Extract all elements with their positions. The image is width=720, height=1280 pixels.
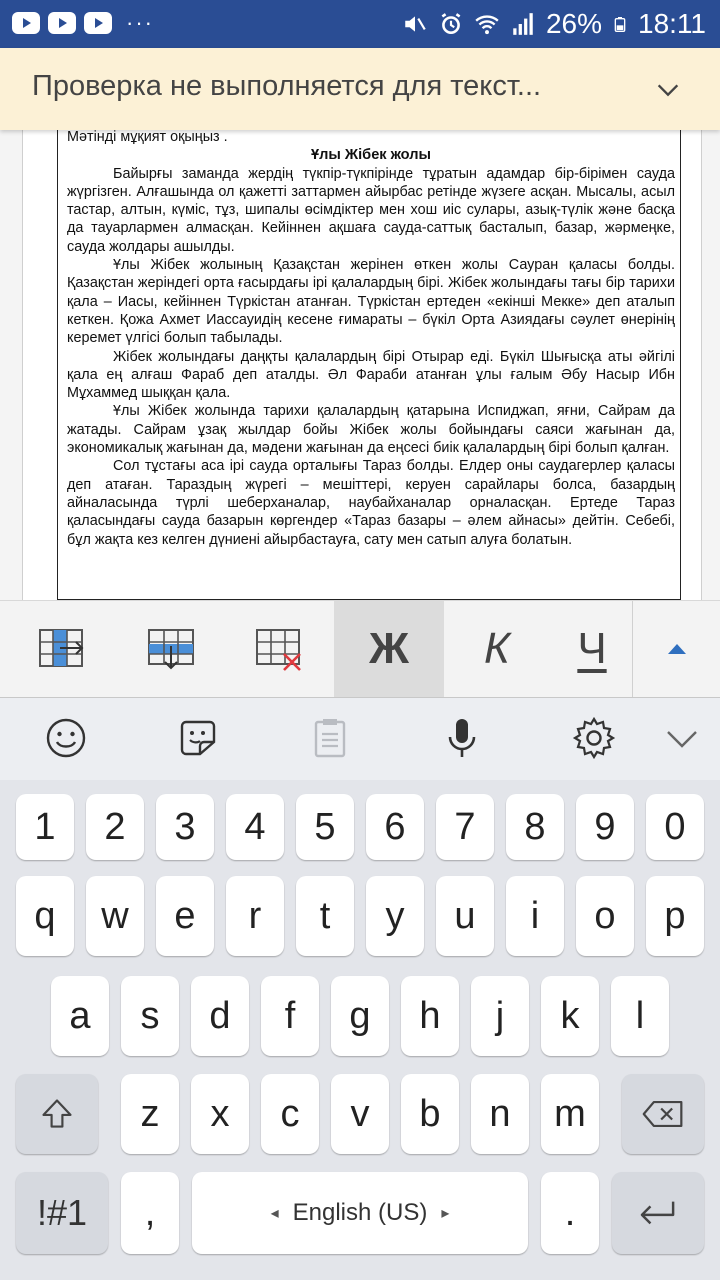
key-g[interactable]: g [331, 976, 389, 1056]
key-x[interactable]: x [191, 1074, 249, 1154]
period-key[interactable]: . [541, 1172, 599, 1254]
key-e[interactable]: e [156, 876, 214, 956]
chevron-down-icon[interactable] [660, 716, 704, 760]
key-m[interactable]: m [541, 1074, 599, 1154]
key-d[interactable]: d [191, 976, 249, 1056]
enter-icon [635, 1196, 681, 1230]
keyboard-toolbar [0, 698, 720, 780]
key-z[interactable]: z [121, 1074, 179, 1154]
mute-icon [402, 11, 428, 37]
comma-key[interactable]: , [121, 1172, 179, 1254]
triangle-up-icon [665, 637, 689, 661]
language-right-icon: ▸ [441, 1205, 450, 1222]
paragraph: Жібек жолындағы даңқты қалалардың бірі Отырар еді. Бүкіл Шығысқа аты әйгілі қала ең алғаш Фараб деп аталды. Әл Фараби атанған ұлы ғалым Әбу Насыр Ибн Мұхаммед шыққан қала. [67, 348, 675, 402]
key-f[interactable]: f [261, 976, 319, 1056]
italic-label: К [484, 624, 510, 673]
proofing-banner[interactable] [0, 48, 720, 130]
insert-row-icon [146, 626, 196, 672]
emoji-icon[interactable] [44, 716, 88, 760]
chevron-down-icon[interactable] [654, 76, 682, 104]
key-4[interactable]: 4 [226, 794, 284, 860]
key-b[interactable]: b [401, 1074, 459, 1154]
document-view[interactable] [0, 130, 720, 600]
document-body[interactable] [67, 130, 675, 549]
language-left-icon: ◂ [270, 1205, 279, 1222]
insert-row-below-button[interactable] [116, 601, 226, 697]
key-i[interactable]: i [506, 876, 564, 956]
expand-toolbar-button[interactable] [632, 601, 720, 697]
key-j[interactable]: j [471, 976, 529, 1056]
microphone-icon[interactable] [440, 716, 484, 760]
key-t[interactable]: t [296, 876, 354, 956]
backspace-key[interactable] [622, 1074, 704, 1154]
keyboard [0, 780, 720, 1280]
key-n[interactable]: n [471, 1074, 529, 1154]
key-9[interactable]: 9 [576, 794, 634, 860]
spacebar-language-label: English (US) [292, 1199, 428, 1226]
key-5[interactable]: 5 [296, 794, 354, 860]
bold-button[interactable] [334, 601, 444, 697]
key-s[interactable]: s [121, 976, 179, 1056]
document-title: Ұлы Жібек жолы [311, 147, 431, 164]
key-o[interactable]: o [576, 876, 634, 956]
sticker-icon[interactable] [176, 716, 220, 760]
document-page[interactable] [22, 130, 702, 600]
key-q[interactable]: q [16, 876, 74, 956]
youtube-icon [12, 12, 40, 34]
underline-button[interactable] [552, 601, 632, 697]
key-0[interactable]: 0 [646, 794, 704, 860]
status-bar [0, 0, 720, 48]
key-v[interactable]: v [331, 1074, 389, 1154]
more-notifications-icon: ··· [126, 10, 154, 35]
key-h[interactable]: h [401, 976, 459, 1056]
key-k[interactable]: k [541, 976, 599, 1056]
formatting-toolbar [0, 600, 720, 698]
backspace-icon [641, 1099, 685, 1129]
task-line: Мәтінді мұқият оқыңыз . [67, 130, 228, 145]
delete-table-button[interactable] [224, 601, 334, 697]
clipboard-icon[interactable] [308, 716, 352, 760]
paragraph: Сол тұстағы аса ірі сауда орталығы Тараз болды. Елдер оны саудагерлер қаласы деп атаған. Тараздың жүрегі – мешіттері, керуен сарайлары болса, базардың айналасында түрлі шеберханалар, наубайханалар орналасқан. Ертеде Тараз қаласындағы сауда базарын көргендер «Тараз базары – әлем айнасы» дейтін. Себебі, бұл жақта кез келген дүниені айырбастауға, сату мен сатып алуға болатын. [67, 458, 675, 548]
key-u[interactable]: u [436, 876, 494, 956]
wifi-icon [474, 11, 500, 37]
delete-table-icon [254, 626, 304, 672]
signal-icon [510, 11, 536, 37]
youtube-icon [84, 12, 112, 34]
banner-text: Проверка не выполняется для текст... [32, 70, 542, 102]
key-y[interactable]: y [366, 876, 424, 956]
paragraph: Байырғы заманда жердің түкпір-түкпірінде тұратын адамдар бір-бірімен сауда жүргізген. Алғашында ол қажетті заттармен айырбас ретінде жүзеге асқан. Мысалы, асыл тастар, алтын, күміс, тұз, шипалы өсімдіктер мен хош иіс сулары, азық-түлік және басқа да тауарлармен алмасқан. Кейіннен ақшаға сауда-саттық басталып, базар, жәрмеңке, сауда жолдары ашылды. [67, 165, 675, 255]
key-l[interactable]: l [611, 976, 669, 1056]
insert-column-icon [38, 626, 88, 672]
battery-percent: 26% [545, 8, 602, 39]
battery-icon [612, 11, 628, 37]
symbols-label: !#1 [36, 1192, 88, 1233]
alarm-icon [438, 11, 464, 37]
paragraph: Ұлы Жібек жолының Қазақстан жерінен өткен жолы Сауран қаласы болды. Қазақстан жеріндегі орта ғасырдағы ірі қалалардың бірі. Жібек жолындағы тағы бір тарихи қала – Иасы, кейіннен Түркістан атанған. Түркістан ертеден «екінші Мекке» деп аталып кеткен. Қожа Ахмет Иассауидің кесене ғимараты – бүкіл Орта Азиядағы сәулет өнерінің керемет үлгісі болып табылады. [67, 257, 675, 347]
key-3[interactable]: 3 [156, 794, 214, 860]
key-w[interactable]: w [86, 876, 144, 956]
key-c[interactable]: c [261, 1074, 319, 1154]
insert-column-right-button[interactable] [8, 601, 118, 697]
shift-icon [39, 1096, 75, 1132]
paragraph: Ұлы Жібек жолында тарихи қалалардың қатарына Испиджап, яғни, Сайрам да жатады. Сайрам ұзақ жылдар бойы Жібек жолы бойындағы саяси жағынан да, экономикалық жағынан да, мәдени жағынан да еңсесі биік қалалардың бірі болып қалған. [67, 403, 675, 457]
key-2[interactable]: 2 [86, 794, 144, 860]
key-7[interactable]: 7 [436, 794, 494, 860]
clock: 18:11 [638, 8, 706, 39]
spacebar[interactable] [192, 1172, 528, 1254]
settings-gear-icon[interactable] [572, 716, 616, 760]
symbols-key[interactable] [16, 1172, 108, 1254]
key-a[interactable]: a [51, 976, 109, 1056]
key-6[interactable]: 6 [366, 794, 424, 860]
shift-key[interactable] [16, 1074, 98, 1154]
bold-label: Ж [369, 624, 409, 673]
italic-button[interactable] [442, 601, 552, 697]
key-8[interactable]: 8 [506, 794, 564, 860]
enter-key[interactable] [612, 1172, 704, 1254]
key-r[interactable]: r [226, 876, 284, 956]
underline-label: Ч [577, 624, 607, 673]
key-p[interactable]: p [646, 876, 704, 956]
youtube-icon [48, 12, 76, 34]
key-1[interactable]: 1 [16, 794, 74, 860]
notification-icons [12, 12, 154, 34]
